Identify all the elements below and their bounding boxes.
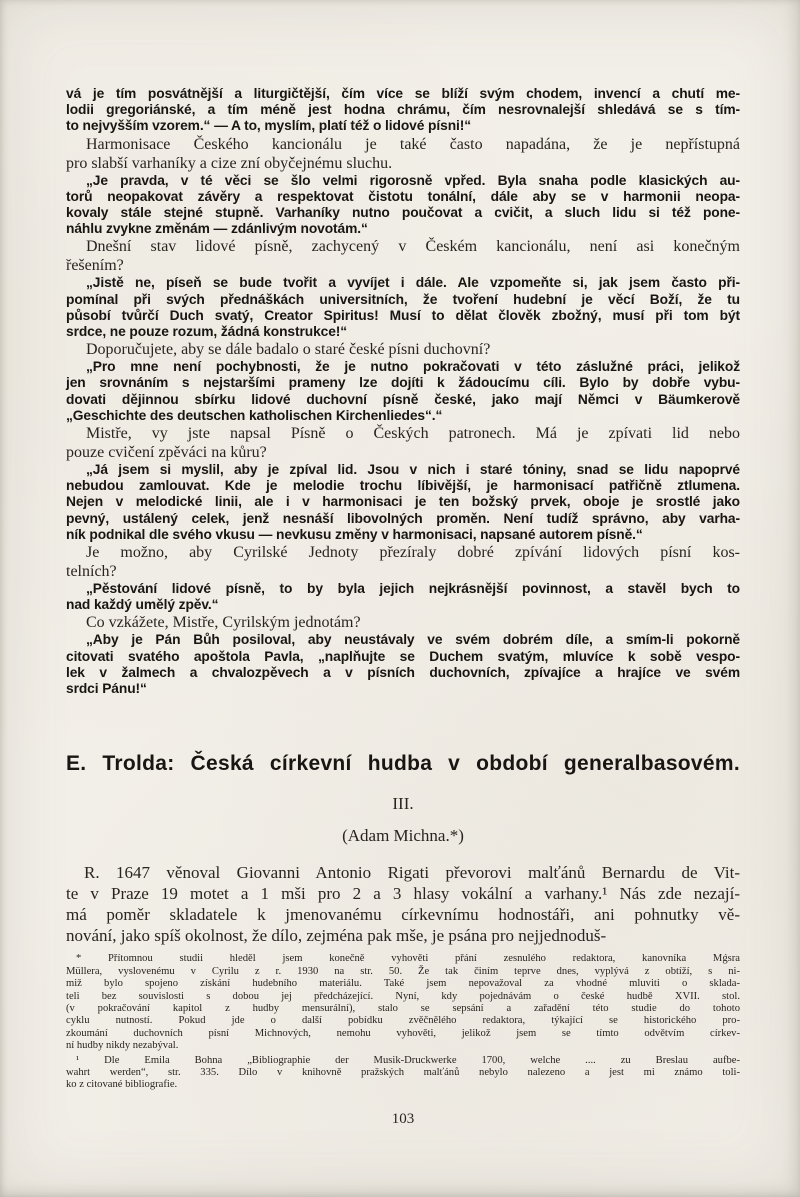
text-line: telních? — [66, 563, 117, 581]
text-line: Harmonisace Českého kancionálu je také často napadána, že je nepřístupná — [86, 135, 740, 153]
text-line: te v Praze 19 motet a 1 mši pro 2 a 3 hlasy vokální a varhany.¹ Nás zde nezají- — [66, 884, 740, 904]
dialogue-question-paragraph — [66, 424, 740, 462]
text-line: pouze cvičení zpěváci na kůru? — [66, 444, 267, 462]
text-line: miž bylo spojeno získání hudebního materiálu. Také jsem nepovažoval za vhodné mluviti o sklada- — [66, 978, 740, 990]
text-line: „Jistě ne, píseň se bude tvořit a vyvíjet i dále. Ale vzpomeňte si, jak jsem často při- — [86, 275, 740, 291]
text-line: „Pěstování lidové písně, to by byla jejich nejkrásnější povinnost, a stavěl bych to — [86, 581, 740, 597]
text-line: Co vzkážete, Mistře, Cyrilským jednotám? — [86, 614, 361, 632]
text-line: Nejen v melodické linii, ale i v harmonisaci je ten božský prvek, oboje je srostlé jako — [66, 494, 740, 510]
text-line: řešením? — [66, 257, 124, 275]
body-paragraph — [66, 862, 740, 946]
text-line: zkoumání duchovních písní Michnových, nemohu vyhověti, jelikož jsem se tímto odvětvím církev- — [66, 1027, 740, 1039]
text-line: nování, jako spíš okolnost, že dílo, zejména pak mše, je psána pro nejjednoduš- — [66, 926, 607, 946]
text-line: pro slabší varhaníky a cize zní obyčejnému sluchu. — [66, 154, 393, 172]
dialogue-question-paragraph — [66, 135, 740, 173]
text-line: Dnešní stav lidové písně, zachycený v Českém kancionálu, není asi konečným — [86, 238, 740, 256]
text-line: dovati dějinnou sbírku lidové duchovní písně české, jako mají Němci v Bäumkerově — [66, 391, 740, 407]
text-line: „Aby je Pán Bůh posiloval, aby neustávaly ve svém dobrém díle, a smím-li pokorně — [86, 632, 740, 648]
text-line: R. 1647 věnoval Giovanni Antonio Rigati převorovi malťánů Bernardu de Vit- — [84, 863, 740, 883]
text-line: kovaly stále stejné stupně. Varhaníky nutno poučovat a cvičit, a sluch lidu si též pone- — [66, 205, 740, 221]
text-line: jen srovnáním s nejstaršími prameny lze dojíti k žádoucímu cíli. Bylo by dobře vybu- — [66, 375, 740, 391]
dialogue-question-paragraph — [66, 543, 740, 581]
article-heading: E. Trolda: Česká církevní hudba v období generalbasovém. — [66, 752, 740, 776]
text-line: ník podnikal dle svého vkusu — nevkusu změny v harmonisaci, napsané autorem písně.“ — [66, 526, 643, 542]
page-number: 103 — [391, 1110, 415, 1127]
section-subtitle: (Adam Michna.*) — [342, 826, 464, 846]
dialogue-answer-paragraph — [66, 275, 740, 340]
text-line: * Přítomnou studii hleděl jsem konečně vyhověti přání zesnulého redaktora, kanovníka Mǵsra — [76, 953, 740, 965]
footnote-1 — [66, 1055, 740, 1092]
dialogue-question-paragraph — [66, 340, 740, 359]
text-line: „Je pravda, v té věci se šlo velmi rigorosně vpřed. Byla snaha podle klasických au- — [86, 172, 740, 188]
dialogue-answer-paragraph — [66, 462, 740, 543]
text-line: „Já jsem si myslil, aby je zpíval lid. Jsou v nich i staré tóniny, snad se lidu napoprvé — [86, 462, 740, 478]
text-line: Müllera, vyslovenému v Cyrilu z r. 1930 na str. 50. Že tak činím teprve dnes, vyplývá z obtíží, s ni- — [66, 965, 740, 977]
dialogue-answer-paragraph — [66, 86, 740, 135]
text-line: lodii gregoriánské, a tím méně jest hodna chrámu, čím nesrovnalejší shledává se s tím- — [66, 102, 740, 118]
text-line: působí tvůrčí Duch svatý, Creator Spiritus! Musí to dělat člověk zbožný, musí při tom být — [66, 307, 740, 323]
text-line: to nejvyšším vzorem.“ — A to, myslím, platí též o lidové písni!“ — [66, 118, 472, 134]
text-line: Mistře, vy jste napsal Písně o Českých patronech. Má je zpívati lid nebo — [86, 425, 740, 443]
dialogue-question-paragraph — [66, 613, 740, 632]
text-line: nebudou zamlouvat. Kde je melodie trochu líbivější, je harmonisací patřičně ztlumena. — [66, 478, 740, 494]
text-line: ní hudby nikdy nezabýval. — [66, 1040, 179, 1052]
text-line: pomínal při svých přednáškách universitních, že tvoření hudební je věcí Boží, že tu — [66, 291, 740, 307]
text-line: srdci Pánu!“ — [66, 681, 147, 697]
dialogue-question-paragraph — [66, 237, 740, 275]
dialogue-answer-paragraph — [66, 632, 740, 697]
text-line: vá je tím posvátnější a liturgičtější, čím více se blíží svým chodem, invencí a chutí me- — [66, 86, 740, 101]
text-line: „Pro mne není pochybnosti, že je nutno pokračovati v této záslužné práci, jelikož — [86, 359, 740, 375]
text-line: cyklu nutností. Pokud jde o další pobídku zvěčnělého redaktora, týkající se historického pro- — [66, 1015, 740, 1027]
text-line: srdce, ne pouze rozum, žádná konstrukce!“ — [66, 324, 348, 340]
text-line: Je možno, aby Cyrilské Jednoty přezíraly dobré zpívání lidových písní kos- — [86, 544, 740, 562]
text-line: ko z citované bibliografie. — [66, 1079, 178, 1091]
text-block — [66, 0, 740, 1128]
text-line: teli bez souvislosti s dobou jej předcházející. Nyní, kdy pojednávám o české hudbě XVII. stol. — [66, 990, 740, 1002]
text-line: citovati svatého apoštola Pavla, „naplňujte se Duchem svatým, mluvíce k sobě vespo- — [66, 648, 740, 664]
text-line: náhlu zvykne změnám — zdánlivým novotám.“ — [66, 221, 368, 237]
dialogue-answer-paragraph — [66, 581, 740, 613]
text-line: nad každý umělý zpěv.“ — [66, 597, 219, 613]
dialogue-answer-paragraph — [66, 359, 740, 424]
text-line: pevný, ustálený celek, jenž nesnáší libovolných proměn. Není tudíž správno, aby varha- — [66, 510, 740, 526]
section-numeral: III. — [392, 794, 414, 814]
text-line: ¹ Dle Emila Bohna „Bibliographie der Musik-Druckwerke 1700, welche .... zu Breslau aufbe- — [76, 1054, 740, 1066]
text-line: „Geschichte des deutschen katholischen Kirchenliedes“.“ — [66, 407, 443, 423]
text-line: Doporučujete, aby se dále badalo o staré české písni duchovní? — [86, 341, 491, 359]
text-line: lek v žalmech a chvalozpěvech a v písních duchovních, zpívajíce a hrajíce ve svém — [66, 664, 740, 680]
text-line: (v pokračování kapitol z hudby mensurální), stalo se sepsání a zařadění této studie do tohoto — [66, 1002, 740, 1014]
text-line: má poměr skladatele k jmenovanému církevnímu hodnostáři, ani pohnutky vě- — [66, 905, 740, 925]
footnote-asterisk — [66, 953, 740, 1052]
text-line: torů neopakovat závěry a respektovat čistotu tonální, dále aby se v harmonii neopa- — [66, 188, 740, 204]
text-line: wahrt werden“, str. 335. Dílo v knihovně pražských malťánů nebylo nalezeno a jest mi známo toli- — [66, 1066, 740, 1078]
dialogue-answer-paragraph — [66, 173, 740, 238]
